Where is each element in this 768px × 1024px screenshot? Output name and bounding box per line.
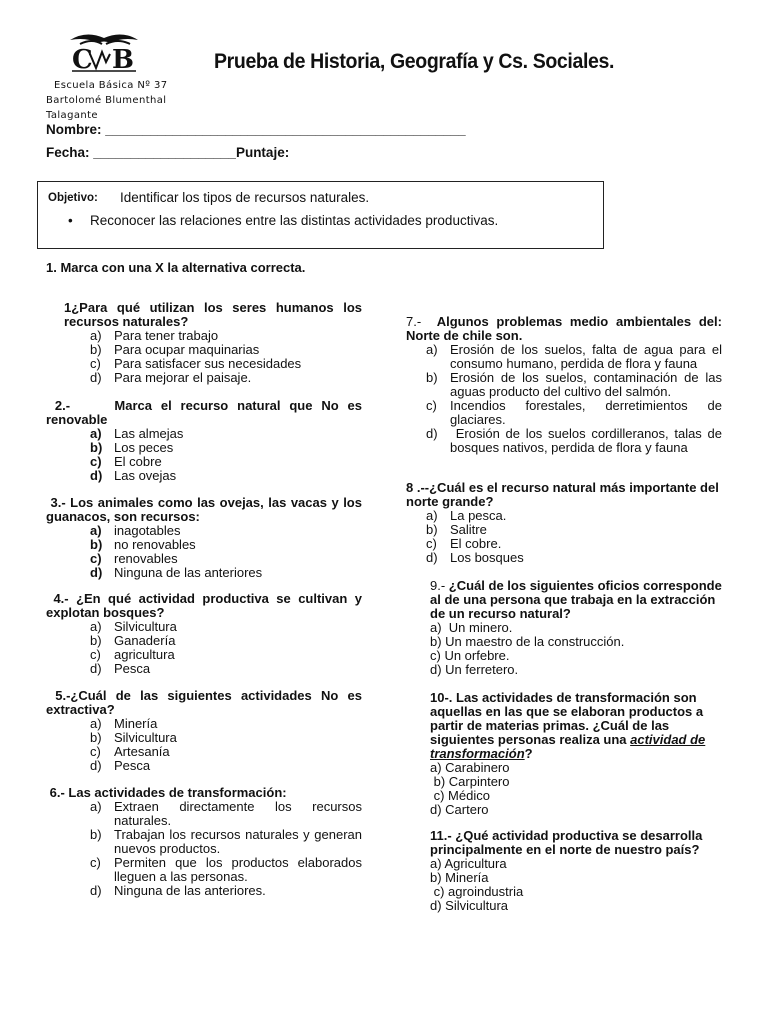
- question-stem: 1¿Para qué utilizan los seres humanos los recursos naturales?: [64, 300, 362, 329]
- option-d[interactable]: d) Ninguna de las anteriores.: [90, 883, 266, 898]
- question-stem-text: 10-. Las actividades de transformación son aquellas en las que se elaboran productos a partir de materias primas. ¿Cuál de las siguientes personas realiza una: [430, 690, 704, 747]
- objective-text: Identificar los tipos de recursos naturales.: [120, 190, 370, 205]
- question-stem: 4.- ¿En qué actividad productiva se cultivan y explotan bosques?: [46, 591, 366, 620]
- question-7: [406, 314, 726, 455]
- name-label: Nombre:: [46, 122, 102, 137]
- question-3: [46, 495, 366, 580]
- svg-text:B: B: [112, 45, 134, 74]
- question-5: [46, 688, 366, 773]
- option-a[interactable]: a) Un minero.: [430, 620, 513, 635]
- date-label: Fecha:: [46, 145, 90, 160]
- option-b[interactable]: b) Los peces: [90, 440, 174, 455]
- option-d[interactable]: d) Silvicultura: [430, 898, 509, 913]
- option-a[interactable]: a) Erosión de los suelos, falta de agua para el consumo humano, perdida de flora y fauna: [426, 342, 722, 371]
- option-c[interactable]: c) agricultura: [90, 647, 175, 662]
- bullet-icon: •: [68, 213, 73, 228]
- school-logo: [66, 28, 142, 74]
- option-c[interactable]: c) El cobre.: [426, 536, 502, 551]
- option-b[interactable]: b) Silvicultura: [90, 730, 177, 745]
- option-d[interactable]: d) Las ovejas: [90, 468, 177, 483]
- question-6: [46, 786, 362, 898]
- question-stem-text: ¿Cuál de los siguientes oficios corresponde al de una persona que trabaja en la extracción de un recurso natural?: [430, 578, 722, 621]
- option-c[interactable]: c) El cobre: [90, 454, 162, 469]
- option-c[interactable]: c) Un orfebre.: [430, 648, 510, 663]
- option-a[interactable]: a) Extraen directamente los recursos naturales.: [90, 799, 362, 828]
- score-label: Puntaje:: [235, 145, 290, 160]
- option-b[interactable]: b) Carpintero: [430, 774, 510, 789]
- option-c[interactable]: c) Para satisfacer sus necesidades: [90, 356, 302, 371]
- question-number: 9.-: [430, 578, 449, 593]
- date-score-field[interactable]: [46, 145, 289, 160]
- option-d[interactable]: d) Para mejorar el paisaje.: [90, 370, 252, 385]
- option-a[interactable]: a) Las almejas: [90, 426, 184, 441]
- option-a[interactable]: a) inagotables: [90, 523, 181, 538]
- school-patron: Bartolomé Blumenthal: [46, 95, 167, 106]
- option-d[interactable]: d) Cartero: [430, 802, 489, 817]
- question-stem: [406, 315, 722, 343]
- option-b[interactable]: b) Erosión de los suelos, contaminación de las aguas producto del cultivo del salmón.: [426, 370, 722, 399]
- option-a[interactable]: a) Silvicultura: [90, 619, 177, 634]
- question-8: [406, 481, 722, 565]
- option-c[interactable]: c) Permiten que los productos elaborados lleguen a las personas.: [90, 855, 362, 884]
- date-line: ___________________: [93, 145, 236, 160]
- objective-box: [37, 181, 604, 249]
- school-name: Escuela Básica Nº 37: [54, 80, 168, 91]
- question-10: [430, 691, 726, 817]
- question-stem-emphasis: actividad de transformación: [430, 732, 706, 761]
- option-a[interactable]: a) Carabinero: [430, 760, 510, 775]
- question-stem: 11.- ¿Qué actividad productiva se desarrolla principalmente en el norte de nuestro país?: [430, 828, 703, 857]
- name-field[interactable]: [46, 122, 466, 137]
- question-stem: 2.- Marca el recurso natural que No es renovable: [46, 398, 366, 427]
- question-1: [46, 301, 362, 385]
- svg-text:C: C: [72, 45, 93, 74]
- question-stem: 3.- Los animales como las ovejas, las vacas y los guanacos, son recursos:: [46, 495, 366, 524]
- option-a[interactable]: a) Minería: [90, 716, 158, 731]
- option-b[interactable]: b) Ganadería: [90, 633, 176, 648]
- school-city: Talagante: [46, 110, 98, 121]
- page-title: Prueba de Historia, Geografía y Cs. Sociales.: [214, 50, 615, 73]
- school-info: [46, 78, 167, 123]
- option-d[interactable]: d) Ninguna de las anteriores: [90, 565, 263, 580]
- option-c[interactable]: c) renovables: [90, 551, 178, 566]
- question-stem-text: Algunos problemas medio ambientales del: Norte de chile son.: [406, 314, 722, 343]
- option-b[interactable]: b) no renovables: [90, 537, 196, 552]
- question-9: [406, 579, 722, 677]
- option-b[interactable]: b) Minería: [430, 870, 489, 885]
- question-stem-end: ?: [524, 746, 533, 761]
- objective-bullet: [68, 213, 498, 228]
- question-2: [46, 398, 366, 483]
- option-a[interactable]: a) Agricultura: [430, 856, 507, 871]
- option-b[interactable]: b) Trabajan los recursos naturales y generan nuevos productos.: [90, 827, 362, 856]
- option-d[interactable]: d) Erosión de los suelos cordilleranos, talas de bosques nativos, perdida de flora y fauna: [426, 426, 726, 455]
- option-b[interactable]: b) Un maestro de la construcción.: [430, 634, 625, 649]
- question-number: 7.-: [406, 314, 437, 329]
- question-stem: 5.-¿Cuál de las siguientes actividades No es extractiva?: [46, 688, 366, 717]
- name-line: ________________________________________________: [105, 122, 466, 137]
- option-c[interactable]: c) Incendios forestales, derretimientos de glaciares.: [426, 398, 722, 427]
- option-c[interactable]: c) Médico: [430, 788, 490, 803]
- instruction: 1. Marca con una X la alternativa correcta.: [46, 260, 306, 275]
- option-a[interactable]: a) Para tener trabajo: [90, 328, 219, 343]
- question-4: [46, 591, 366, 676]
- objective-bullet-text: Reconocer las relaciones entre las distintas actividades productivas.: [90, 213, 499, 228]
- question-stem: 8 .--¿Cuál es el recurso natural más importante del norte grande?: [406, 480, 719, 509]
- question-stem: [430, 691, 726, 761]
- question-11: [430, 829, 726, 913]
- option-b[interactable]: b) Salitre: [426, 522, 487, 537]
- question-stem: 6.- Las actividades de transformación:: [46, 785, 287, 800]
- objective-label: Objetivo:: [48, 192, 98, 204]
- option-d[interactable]: d) Los bosques: [426, 550, 524, 565]
- option-a[interactable]: a) La pesca.: [426, 508, 507, 523]
- option-c[interactable]: c) Artesanía: [90, 744, 170, 759]
- option-d[interactable]: d) Un ferretero.: [430, 662, 519, 677]
- option-b[interactable]: b) Para ocupar maquinarias: [90, 342, 260, 357]
- question-stem: [406, 579, 722, 621]
- option-d[interactable]: d) Pesca: [90, 758, 151, 773]
- option-c[interactable]: c) agroindustria: [430, 884, 524, 899]
- option-d[interactable]: d) Pesca: [90, 661, 151, 676]
